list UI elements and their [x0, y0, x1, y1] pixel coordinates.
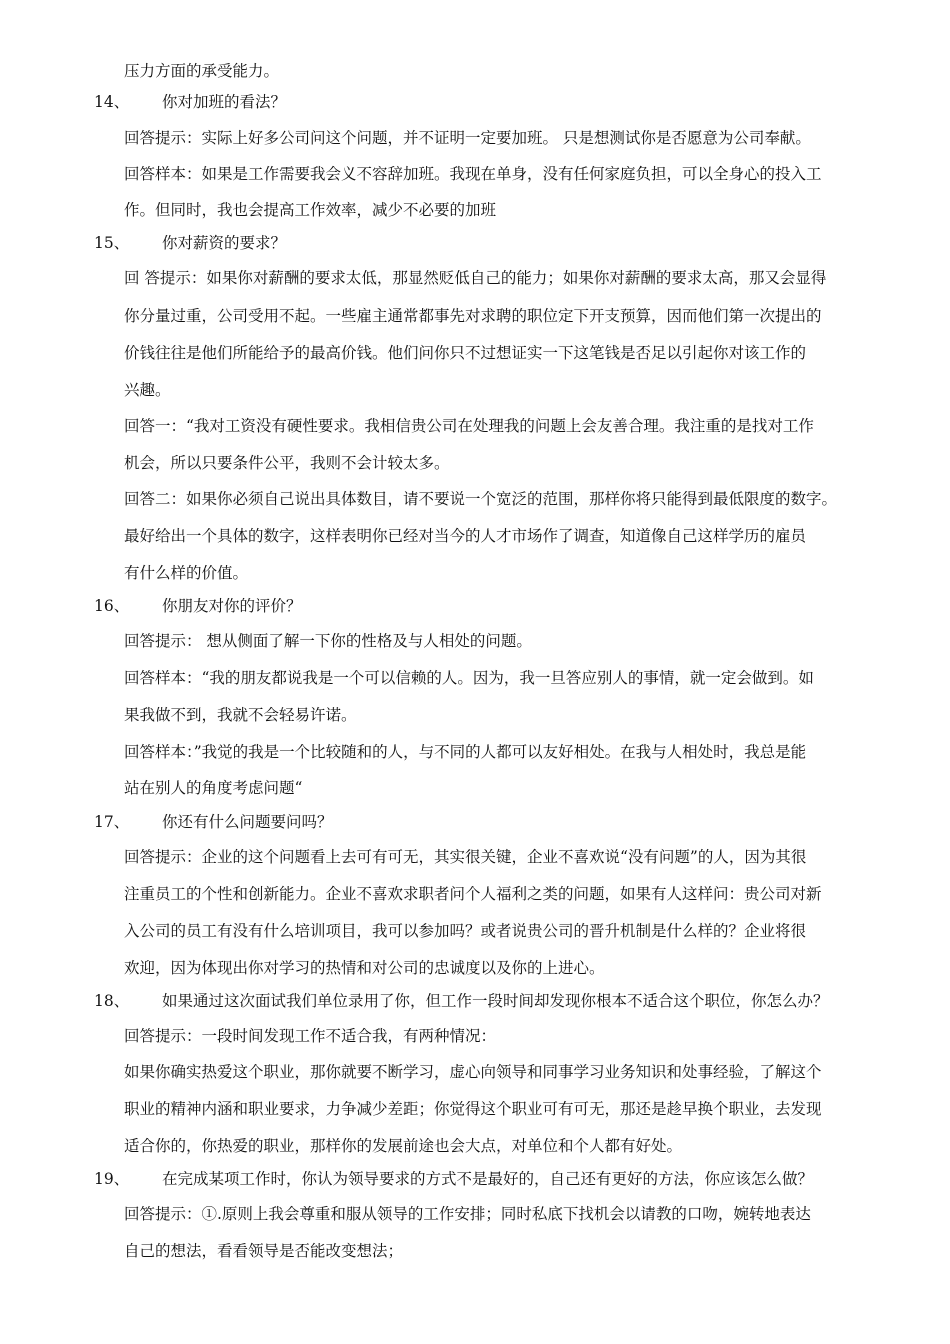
- text-line: 压力方面的承受能力。: [124, 62, 280, 80]
- answer-hint: 回答提示：实际上好多公司问这个问题，并不证明一定要加班。 只是想测试你是否愿意为公司奉献。: [124, 129, 811, 147]
- text-line: 有什么样的价值。: [124, 564, 249, 582]
- text-line: 站在别人的角度考虑问题“: [124, 779, 303, 797]
- question-number: 18、: [94, 992, 130, 1010]
- answer-two: 回答二：如果你必须自己说出具体数目，请不要说一个宽泛的范围，那样你将只能得到最低限度的数字。: [124, 490, 838, 508]
- answer-sample: 回答样本：“我的朋友都说我是一个可以信赖的人。因为，我一旦答应别人的事情，就一定会做到。如: [124, 669, 814, 687]
- text-line: 你分量过重，公司受用不起。一些雇主通常都事先对求聘的职位定下开支预算，因而他们第一次提出的: [124, 307, 822, 325]
- text-line: 价钱往往是他们所能给予的最高价钱。他们问你只不过想证实一下这笔钱是否足以引起你对该工作的: [124, 344, 807, 362]
- answer-hint: 回 答提示：如果你对薪酬的要求太低，那显然贬低自己的能力；如果你对薪酬的要求太高，那又会显得: [124, 269, 827, 287]
- answer-hint: 回答提示： 想从侧面了解一下你的性格及与人相处的问题。: [124, 632, 532, 650]
- text-line: 欢迎，因为体现出你对学习的热情和对公司的忠诚度以及你的上进心。: [124, 959, 605, 977]
- question-number: 17、: [94, 813, 130, 831]
- text-line: 兴趣。: [124, 381, 171, 399]
- answer-sample: 回答样本：”我觉的我是一个比较随和的人，与不同的人都可以友好相处。在我与人相处时，我总是能: [124, 743, 807, 761]
- question-number: 15、: [94, 234, 130, 252]
- question-number: 14、: [94, 93, 130, 111]
- text-line: 果我做不到，我就不会轻易许诺。: [124, 706, 357, 724]
- question-number: 16、: [94, 597, 130, 615]
- answer-one: 回答一：“我对工资没有硬性要求。我相信贵公司在处理我的问题上会友善合理。我注重的是找对工作: [124, 417, 814, 435]
- answer-hint: 回答提示：①.原则上我会尊重和服从领导的工作安排；同时私底下找机会以请教的口吻，婉转地表达: [124, 1205, 811, 1223]
- text-line: 注重员工的个性和创新能力。企业不喜欢求职者问个人福利之类的问题，如果有人这样问：贵公司对新: [124, 885, 822, 903]
- answer-hint: 回答提示：一段时间发现工作不适合我，有两种情况：: [124, 1027, 497, 1045]
- question-text: 如果通过这次面试我们单位录用了你，但工作一段时间却发现你根本不适合这个职位，你怎么办？: [162, 992, 829, 1010]
- text-line: 最好给出一个具体的数字，这样表明你已经对当今的人才市场作了调查，知道像自己这样学历的雇员: [124, 527, 807, 545]
- text-line: 入公司的员工有没有什么培训项目，我可以参加吗？或者说贵公司的晋升机制是什么样的？企业将很: [124, 922, 807, 940]
- text-line: 如果你确实热爱这个职业，那你就要不断学习，虚心向领导和同事学习业务知识和处事经验，了解这个: [124, 1063, 822, 1081]
- text-line: 作。但同时，我也会提高工作效率，减少不必要的加班: [124, 201, 497, 219]
- text-line: 适合你的，你热爱的职业，那样你的发展前途也会大点，对单位和个人都有好处。: [124, 1137, 683, 1155]
- text-line: 自己的想法，看看领导是否能改变想法；: [124, 1242, 404, 1260]
- answer-sample: 回答样本：如果是工作需要我会义不容辞加班。我现在单身，没有任何家庭负担，可以全身心的投入工: [124, 165, 822, 183]
- answer-hint: 回答提示：企业的这个问题看上去可有可无，其实很关键，企业不喜欢说“没有问题”的人，因为其很: [124, 848, 807, 866]
- text-line: 职业的精神内涵和职业要求，力争减少差距；你觉得这个职业可有可无，那还是趁早换个职业，去发现: [124, 1100, 822, 1118]
- question-text: 你对薪资的要求？: [162, 234, 287, 252]
- question-number: 19、: [94, 1170, 130, 1188]
- question-text: 在完成某项工作时，你认为领导要求的方式不是最好的，自己还有更好的方法，你应该怎么做？: [162, 1170, 814, 1188]
- question-text: 你还有什么问题要问吗？: [162, 813, 333, 831]
- text-line: 机会，所以只要条件公平，我则不会计较太多。: [124, 454, 450, 472]
- question-text: 你对加班的看法？: [162, 93, 287, 111]
- question-text: 你朋友对你的评价？: [162, 597, 302, 615]
